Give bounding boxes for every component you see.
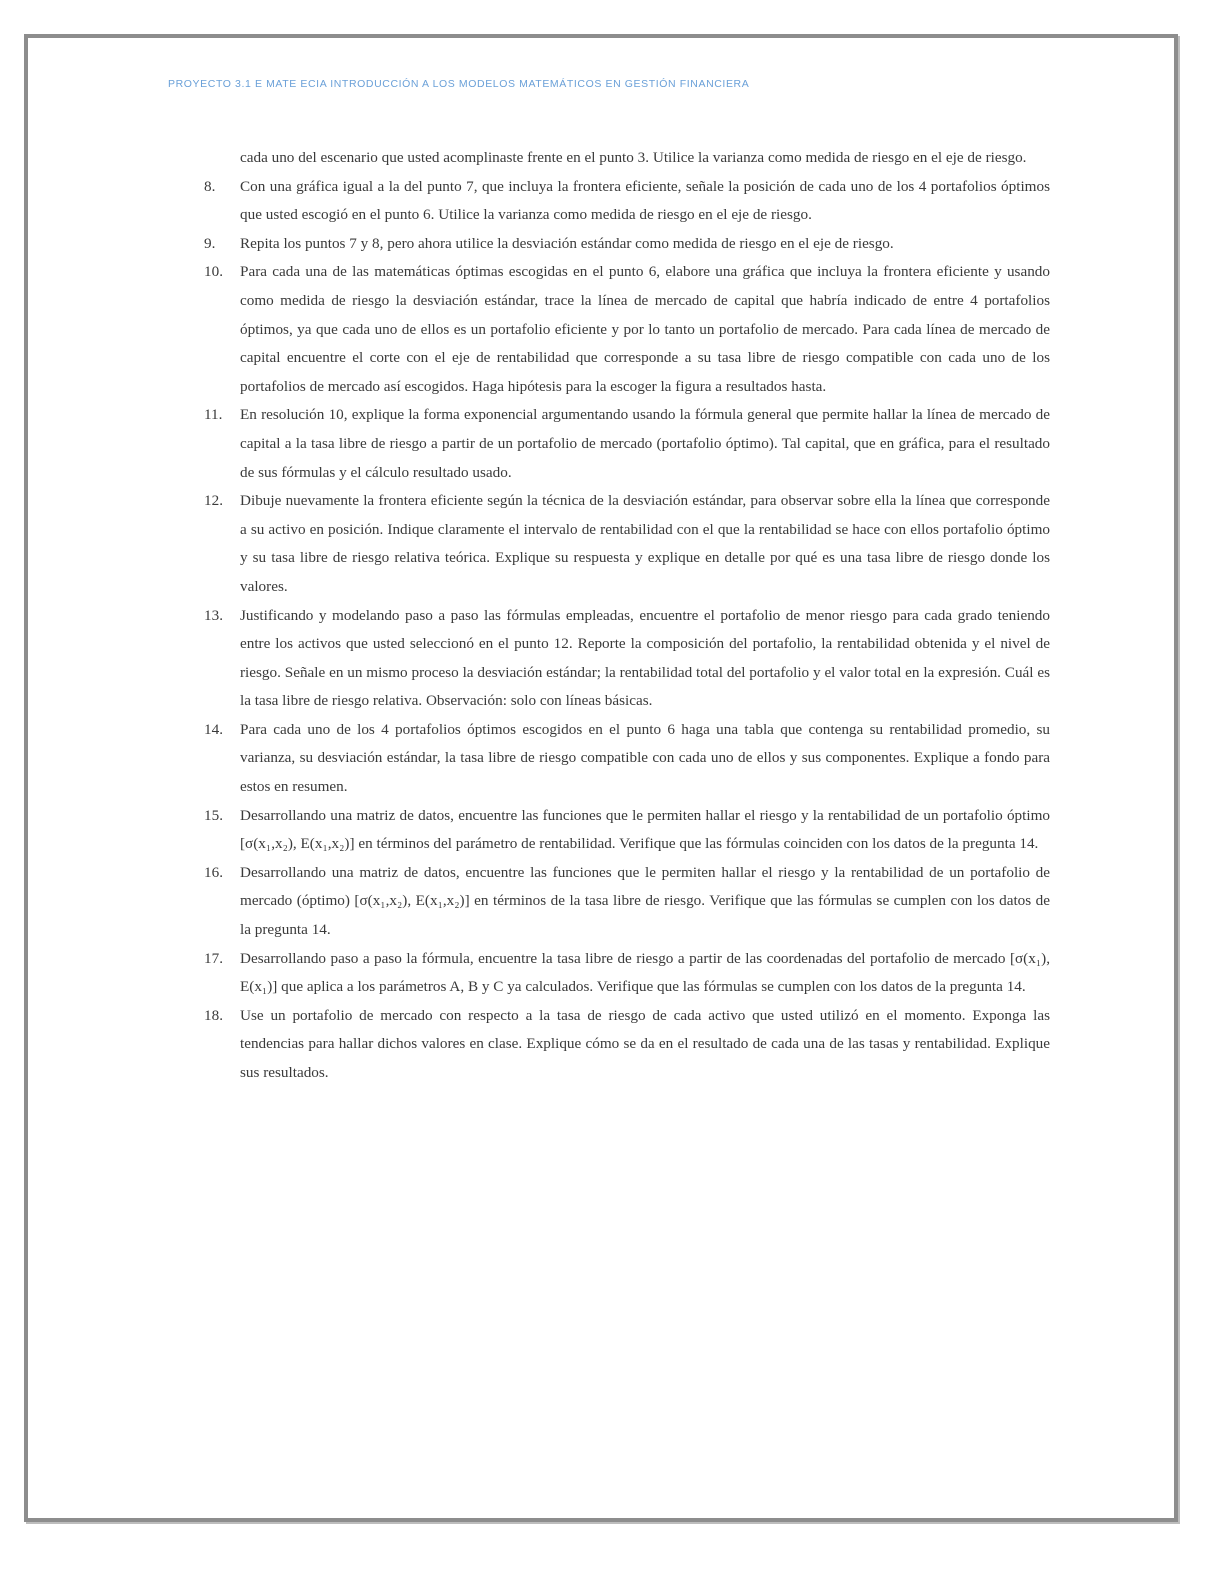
list-item-text: Desarrollando una matriz de datos, encuentre las funciones que le permiten hallar el riesgo y la rentabilidad de un portafolio de mercado (óptimo) [σ(x₁,x₂), E(x₁,x₂)] en términos de la tasa libre de riesgo. Verifique que las fórmulas se cumplen con los datos de la pregunta 14. [240, 863, 1050, 939]
document-body [204, 144, 1050, 1088]
list-item-text: Justificando y modelando paso a paso las fórmulas empleadas, encuentre el portafolio de menor riesgo para cada grado teniendo entre los activos que usted seleccionó en el punto 12. Reporte la composición del portafolio, la rentabilidad obtenida y el nivel de riesgo. Señale en un mismo proceso la desviación estándar; la rentabilidad total del portafolio y el valor total en la expresión. Cuál es la tasa libre de riesgo relativa. Observación: solo con líneas básicas. [240, 606, 1050, 710]
list-item-number: 14. [204, 720, 223, 738]
list-item-number: 15. [204, 806, 223, 824]
list-item [204, 945, 1050, 1002]
list-item [204, 173, 1050, 230]
list-item-number: 12. [204, 492, 223, 510]
list-item-text: Desarrollando paso a paso la fórmula, encuentre la tasa libre de riesgo a partir de las coordenadas del portafolio de mercado [σ(x₁), E(x₁)] que aplica a los parámetros A, B y C ya calculados. Verifique que las fórmulas se cumplen con los datos de la pregunta 14. [240, 949, 1050, 996]
numbered-list [204, 173, 1050, 1088]
list-item [204, 602, 1050, 716]
list-item-number: 10. [204, 263, 223, 281]
list-item-number: 13. [204, 606, 223, 624]
list-item-text: Use un portafolio de mercado con respecto a la tasa de riesgo de cada activo que usted utilizó en el momento. Exponga las tendencias para hallar dichos valores en clase. Explique cómo se da en el resultado de cada una de las tasas y rentabilidad. Explique sus resultados. [240, 1006, 1050, 1081]
list-item-text: Para cada uno de los 4 portafolios óptimos escogidos en el punto 6 haga una tabla que contenga su rentabilidad promedio, su varianza, su desviación estándar, la tasa libre de riesgo compatible con cada uno de ellos y sus componentes. Explique a fondo para estos en resumen. [240, 720, 1050, 796]
paragraph-continuation: cada uno del escenario que usted acomplinaste frente en el punto 3. Utilice la varianza como medida de riesgo en el eje de riesgo. [240, 149, 1027, 166]
list-item-text: En resolución 10, explique la forma exponencial argumentando usando la fórmula general que permite hallar la línea de mercado de capital a la tasa libre de riesgo a partir de un portafolio de mercado (portafolio óptimo). Tal capital, que en gráfica, para el resultado de sus fórmulas y el cálculo resultado usado. [240, 406, 1050, 481]
list-item [204, 487, 1050, 601]
list-item [204, 401, 1050, 487]
list-item-number: 8. [204, 177, 216, 195]
list-item [204, 716, 1050, 802]
document-page [24, 34, 1178, 1522]
list-item-number: 16. [204, 863, 223, 881]
list-item [204, 802, 1050, 859]
list-item-text: Con una gráfica igual a la del punto 7, que incluya la frontera eficiente, señale la posición de cada uno de los 4 portafolios óptimos que usted escogió en el punto 6. Utilice la varianza como medida de riesgo en el eje de riesgo. [240, 177, 1050, 224]
running-header: PROYECTO 3.1 E MATE ECIA INTRODUCCIÓN A LOS MODELOS MATEMÁTICOS EN GESTIÓN FINANCIERA [168, 78, 750, 90]
list-item-text: Para cada una de las matemáticas óptimas escogidas en el punto 6, elabore una gráfica que incluya la frontera eficiente y usando como medida de riesgo la desviación estándar, trace la línea de mercado de capital que habría indicado de entre 4 portafolios óptimos, ya que cada uno de ellos es un portafolio eficiente y por lo tanto un portafolio de mercado. Para cada línea de mercado de capital encuentre el corte con el eje de rentabilidad que corresponde a su tasa libre de riesgo compatible con cada uno de los portafolios de mercado así escogidos. Haga hipótesis para la escoger la figura a resultados hasta. [240, 263, 1050, 395]
list-item-text: Desarrollando una matriz de datos, encuentre las funciones que le permiten hallar el riesgo y la rentabilidad de un portafolio óptimo [σ(x₁,x₂), E(x₁,x₂)] en términos del parámetro de rentabilidad. Verifique que las fórmulas coinciden con los datos de la pregunta 14. [240, 806, 1050, 853]
list-item-text: Dibuje nuevamente la frontera eficiente según la técnica de la desviación estándar, para observar sobre ella la línea que corresponde a su activo en posición. Indique claramente el intervalo de rentabilidad con el que la rentabilidad se hace con ellos portafolio óptimo y su tasa libre de riesgo relativa teórica. Explique su respuesta y explique en detalle por qué es una tasa libre de riesgo donde los valores. [240, 492, 1050, 595]
list-item [204, 859, 1050, 945]
list-item [204, 230, 1050, 259]
list-item-number: 11. [204, 406, 223, 424]
list-item [204, 1002, 1050, 1088]
list-item [204, 258, 1050, 401]
list-item-number: 17. [204, 949, 223, 967]
list-item-number: 9. [204, 234, 216, 252]
list-item-number: 18. [204, 1006, 223, 1024]
list-item-text: Repita los puntos 7 y 8, pero ahora utilice la desviación estándar como medida de riesgo en el eje de riesgo. [240, 234, 894, 252]
